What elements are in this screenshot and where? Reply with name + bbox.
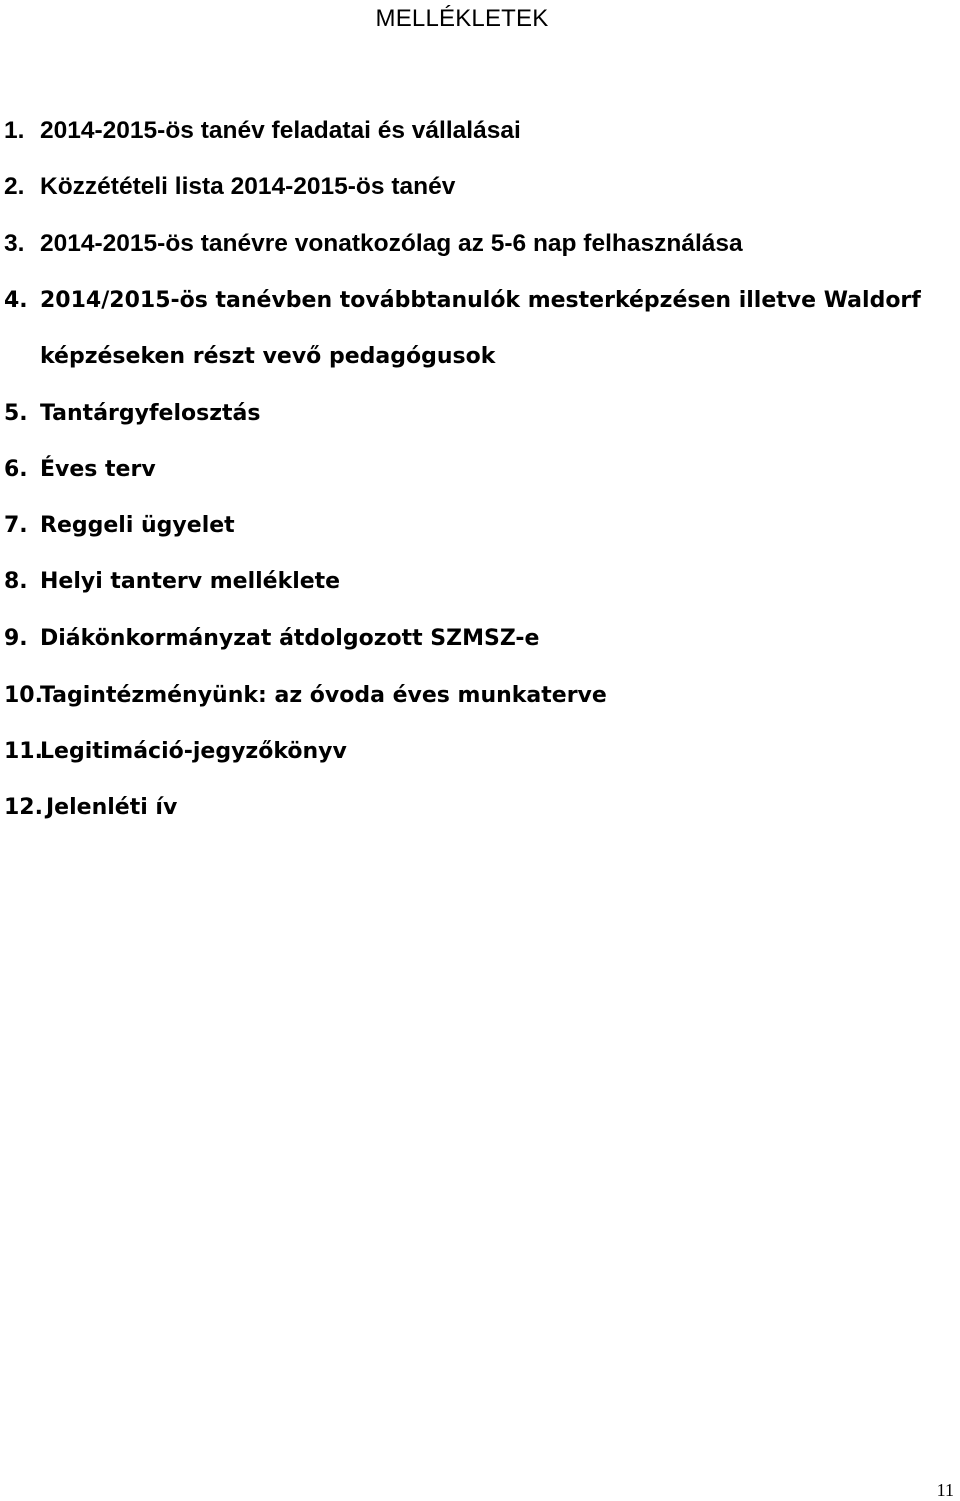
- list-item-text: Jelenléti ív: [46, 795, 178, 820]
- page-title: MELLÉKLETEK: [375, 5, 549, 32]
- list-item-number: 8.: [4, 569, 28, 594]
- list-item-number: 2.: [4, 173, 25, 200]
- list-item-number: 12.: [4, 795, 43, 820]
- list-item-number: 6.: [4, 457, 28, 482]
- list-item-number: 1.: [4, 117, 25, 144]
- list-item-text: 2014/2015-ös tanévben továbbtanulók mesterképzésen illetve Waldorf: [40, 288, 921, 313]
- list-item-text: 2014-2015-ös tanév feladatai és vállalásai: [40, 117, 521, 144]
- list-item-text: Tagintézményünk: az óvoda éves munkaterve: [40, 683, 607, 708]
- list-item-text: Legitimáció-jegyzőkönyv: [40, 739, 347, 764]
- list-item-number: 5.: [4, 401, 28, 426]
- list-item-text: Tantárgyfelosztás: [40, 401, 261, 426]
- list-item-text: Helyi tanterv melléklete: [40, 569, 341, 594]
- page-number: 11: [936, 1480, 954, 1500]
- list-item-number: 4.: [4, 288, 28, 313]
- list-item-number: 10.: [4, 683, 43, 708]
- list-item-text: Reggeli ügyelet: [40, 513, 235, 538]
- list-item-text: Éves terv: [40, 457, 156, 482]
- list-item-number: 11.: [4, 739, 43, 764]
- list-item-continuation: képzéseken részt vevő pedagógusok: [40, 344, 496, 369]
- list-item-number: 3.: [4, 230, 25, 257]
- list-item-number: 9.: [4, 626, 28, 651]
- list-item-text: 2014-2015-ös tanévre vonatkozólag az 5-6 nap felhasználása: [40, 230, 743, 257]
- list-item-number: 7.: [4, 513, 28, 538]
- list-item-text: Diákönkormányzat átdolgozott SZMSZ-e: [40, 626, 540, 651]
- list-item-text: Közzétételi lista 2014-2015-ös tanév: [40, 173, 456, 200]
